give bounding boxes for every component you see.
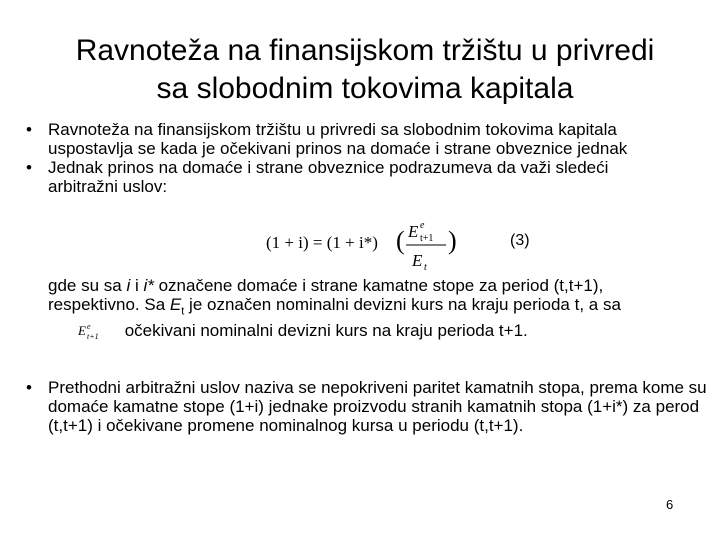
bullet-dot-icon: • — [26, 378, 32, 397]
para-text-5: očekivani nominalni devizni kurs na kraju perioda t+1. — [120, 321, 528, 341]
title-line-2: sa slobodnim tokovima kapitala — [156, 72, 574, 105]
page-number: 6 — [666, 497, 674, 512]
bullet-dot-icon: • — [26, 120, 32, 139]
equation-open-paren: ( — [396, 226, 405, 255]
arbitrage-equation — [266, 222, 466, 274]
inline-E-sup: e — [87, 322, 91, 332]
equation-number: (3) — [510, 232, 530, 249]
bullet-dot-icon: • — [26, 158, 32, 177]
bullet-text-2: Jednak prinos na domaće i strane obveznice podrazumeva da važi sledeći arbitražni uslov: — [48, 158, 609, 196]
bullet-item-2 — [22, 158, 682, 196]
bullet-item-3 — [22, 378, 708, 435]
para-var-E: E — [169, 295, 182, 314]
equation-denominator-E: E — [412, 251, 423, 270]
equation-numerator-E: E — [408, 222, 419, 241]
bullet-text-3: Prethodni arbitražni uslov naziva se nepokriveni paritet kamatnih stopa, prema kome su domaće kamatne stope (1+i) jednake proizvodu stranih kamatnih stopa (1+i*) za perod (t,t+1) i očekivane promene nominalnog kursa u periodu (t,t+1). — [48, 378, 707, 435]
para-var-istar: i* — [143, 276, 154, 295]
equation-lhs: (1 + i) = (1 + i*) — [266, 233, 378, 252]
slide-title — [40, 32, 690, 108]
bullet-list — [22, 120, 682, 196]
inline-E: E — [78, 323, 86, 339]
inline-expected-rate-symbol — [48, 322, 120, 341]
equation-numerator-sup: e — [420, 222, 425, 231]
explanation-paragraph — [48, 276, 678, 341]
equation-numerator-sub: t+1 — [420, 233, 434, 244]
equation-denominator-sub: t — [424, 262, 427, 273]
bullet-text-1: Ravnoteža na finansijskom tržištu u privredi sa slobodnim tokovima kapitala uspostavlja se kada je očekivani prinos na domaće i strane obveznice jednak — [48, 120, 628, 158]
para-var-i: i — [126, 276, 131, 295]
equation-close-paren: ) — [448, 226, 457, 255]
inline-E-sub: t+1 — [87, 332, 99, 342]
para-var-t: t — [181, 305, 185, 318]
para-text-3: označene domaće i strane kamatne stope za period (t,t+1), respektivno. Sa — [48, 276, 604, 314]
para-text-1: gde su sa — [48, 276, 127, 295]
title-line-1: Ravnoteža na finansijskom tržištu u privredi — [75, 34, 655, 67]
para-text-2: i — [130, 276, 144, 295]
bullet-item-1 — [22, 120, 682, 158]
para-text-4: je označen nominalni devizni kurs na kraju perioda t, a sa — [184, 295, 621, 314]
